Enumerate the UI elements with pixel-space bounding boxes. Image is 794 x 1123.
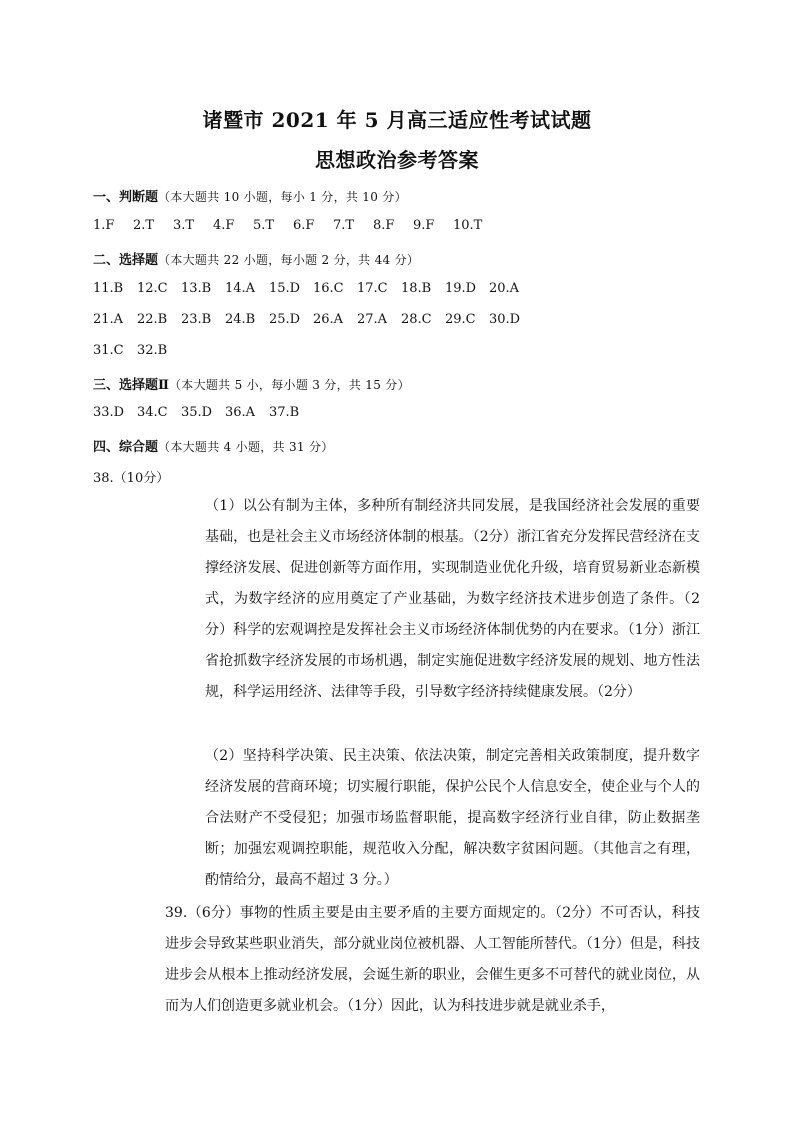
answer-cell: 10.T [453, 218, 483, 233]
answer-cell: 5.T [253, 218, 275, 233]
answer-row-4 [93, 343, 181, 358]
answer-cell: 11.B [93, 281, 124, 296]
section-4-title: 四、综合题 [93, 440, 159, 455]
answer-cell: 2.T [133, 218, 155, 233]
answer-cell: 31.C [93, 343, 124, 358]
answer-cell: 8.F [373, 218, 395, 233]
section-4-heading [93, 436, 334, 455]
answer-cell: 37.B [269, 405, 300, 420]
question-38-part-2: （2）坚持科学决策、民主决策、依法决策，制定完善相关政策制度，提升数字经济发展的营商环境；切实履行职能，保护公民个人信息安全，使企业与个人的合法财产不受侵犯；加强市场监督职能，提高数字经济行业自律，防止数据垄断；加强宏观调控职能，规范收入分配，解决数字贫困问题。（其他言之有理，酌情给分，最高不超过 3 分。） [205, 748, 700, 888]
answer-cell: 17.C [357, 281, 388, 296]
answer-cell: 26.A [313, 312, 344, 327]
answer-cell: 16.C [313, 281, 344, 296]
section-3-heading [93, 374, 410, 393]
question-38-label: 38.（10分） [93, 471, 170, 486]
answer-row-1 [93, 218, 493, 233]
answer-row-3 [93, 312, 533, 327]
answer-cell: 18.B [401, 281, 432, 296]
section-3-note: （本大题共 5 小，每小题 3 分，共 15 分） [168, 378, 410, 392]
section-2-heading [93, 249, 419, 268]
section-3-title: 三、选择题Ⅱ [93, 378, 169, 393]
answer-cell: 3.T [173, 218, 195, 233]
page-subtitle: 思想政治参考答案 [315, 148, 479, 172]
section-1-title: 一、判断题 [93, 190, 159, 205]
section-4-note: （本大题共 4 小题，共 31 分） [158, 440, 334, 454]
answer-cell: 27.A [357, 312, 388, 327]
answer-cell: 13.B [181, 281, 212, 296]
answer-cell: 19.D [445, 281, 477, 296]
section-1-heading [93, 186, 407, 205]
answer-cell: 20.A [489, 281, 520, 296]
answer-row-2 [93, 281, 533, 296]
answer-cell: 9.F [413, 218, 435, 233]
answer-cell: 21.A [93, 312, 124, 327]
question-38-part-1: （1）以公有制为主体，多种所有制经济共同发展，是我国经济社会发展的重要基础，也是社会主义市场经济体制的根基。（2分）浙江省充分发挥民营经济在支撑经济发展、促进创新等方面作用，实现制造业优化升级，培育贸易新业态新模式，为数字经济的应用奠定了产业基础，为数字经济技术进步创造了条件。（2分）科学的宏观调控是发挥社会主义市场经济体制优势的内在要求。（1分）浙江省抢抓数字经济发展的市场机遇，制定实施促进数字经济发展的规划、地方性法规，科学运用经济、法律等手段，引导数字经济持续健康发展。（2分） [205, 498, 700, 700]
answer-cell: 1.F [93, 218, 115, 233]
answer-cell: 4.F [213, 218, 235, 233]
answer-cell: 33.D [93, 405, 125, 420]
page-title: 诸暨市 2021 年 5 月高三适应性考试试题 [202, 108, 592, 132]
question-39-answer: 39.（6分）事物的性质主要是由主要矛盾的主要方面规定的。（2分）不可否认，科技进步会导致某些职业消失，部分就业岗位被机器、人工智能所替代。（1分）但是，科技进步会从根本上推动经济发展，会诞生新的职业，会催生更多不可替代的就业岗位，从而为人们创造更多就业机会。（1分）因此，认为科技进步就是就业杀手， [165, 905, 700, 1014]
section-2-title: 二、选择题 [93, 253, 159, 268]
answer-cell: 34.C [137, 405, 168, 420]
answer-cell: 23.B [181, 312, 212, 327]
section-2-note: （本大题共 22 小题，每小题 2 分，共 44 分） [158, 253, 420, 267]
answer-cell: 29.C [445, 312, 476, 327]
answer-cell: 12.C [137, 281, 168, 296]
answer-row-5 [93, 405, 313, 420]
answer-cell: 30.D [489, 312, 521, 327]
answer-cell: 6.F [293, 218, 315, 233]
section-1-note: （本大题共 10 小题，每小 1 分，共 10 分） [158, 190, 407, 204]
answer-cell: 15.D [269, 281, 301, 296]
answer-cell: 32.B [137, 343, 168, 358]
answer-cell: 7.T [333, 218, 355, 233]
answer-cell: 14.A [225, 281, 256, 296]
answer-cell: 24.B [225, 312, 256, 327]
answer-cell: 36.A [225, 405, 256, 420]
answer-cell: 25.D [269, 312, 301, 327]
answer-cell: 22.B [137, 312, 168, 327]
answer-cell: 35.D [181, 405, 213, 420]
answer-cell: 28.C [401, 312, 432, 327]
